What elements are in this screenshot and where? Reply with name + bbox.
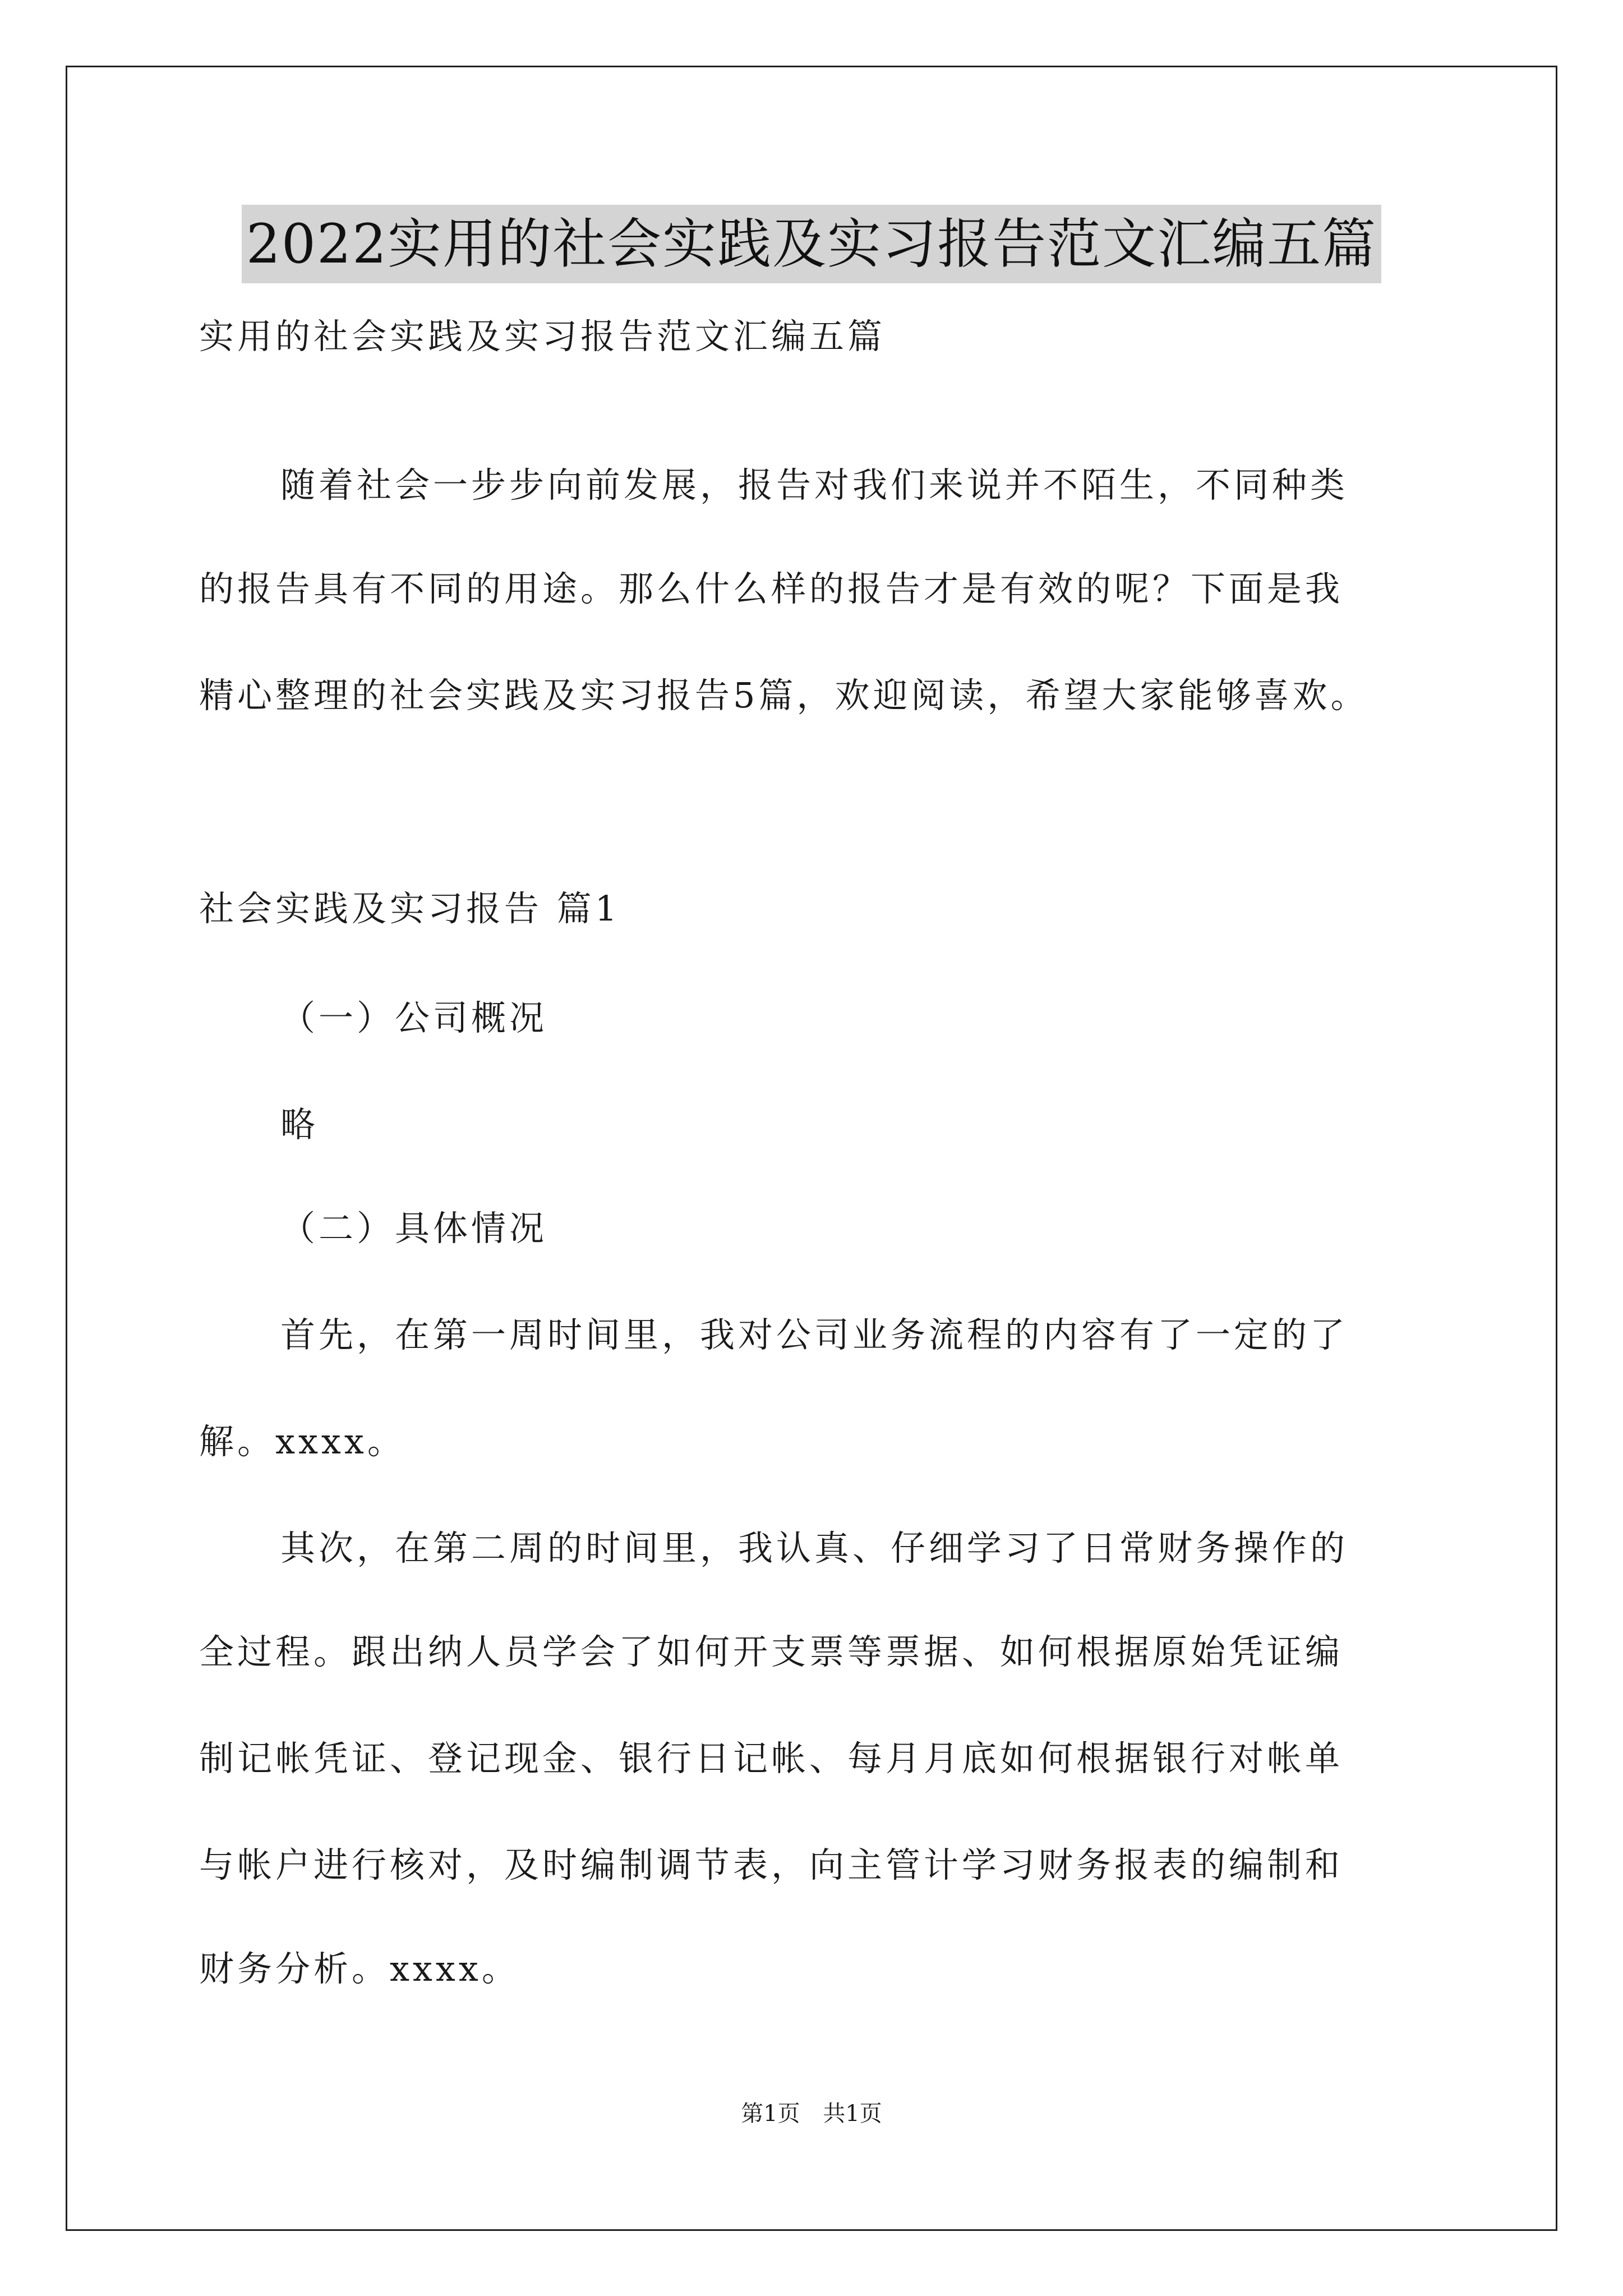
intro-line: 的报告具有不同的用途。那么什么样的报告才是有效的呢？下面是我 — [199, 568, 1344, 609]
page-border — [66, 66, 1557, 2231]
section-heading: 社会实践及实习报告 篇1 — [199, 888, 621, 929]
intro-line: 精心整理的社会实践及实习报告5篇，欢迎阅读，希望大家能够喜欢。 — [199, 675, 1369, 716]
document-subtitle: 实用的社会实践及实习报告范文汇编五篇 — [199, 316, 886, 357]
title-container — [0, 205, 1623, 283]
intro-line: 随着社会一步步向前发展，报告对我们来说并不陌生，不同种类 — [280, 464, 1349, 505]
page-footer — [0, 2098, 1623, 2129]
document-title: 2022实用的社会实践及实习报告范文汇编五篇 — [242, 205, 1381, 283]
paragraph-line: 与帐户进行核对，及时编制调节表，向主管计学习财务报表的编制和 — [199, 1844, 1344, 1885]
paragraph-line: 财务分析。xxxx。 — [199, 1948, 520, 1989]
paragraph-line: 解。xxxx。 — [199, 1421, 405, 1462]
paragraph-line: 全过程。跟出纳人员学会了如何开支票等票据、如何根据原始凭证编 — [199, 1631, 1344, 1672]
paragraph-line: 制记帐凭证、登记现金、银行日记帐、每月月底如何根据银行对帐单 — [199, 1738, 1344, 1779]
subsection-body: 略 — [280, 1104, 319, 1145]
paragraph-line: 首先，在第一周时间里，我对公司业务流程的内容有了一定的了 — [280, 1314, 1349, 1355]
page-total: 共1页 — [823, 2101, 882, 2127]
paragraph-line: 其次，在第二周的时间里，我认真、仔细学习了日常财务操作的 — [280, 1527, 1349, 1568]
page-number: 第1页 — [741, 2101, 800, 2127]
subsection-heading: （一）公司概况 — [280, 997, 548, 1038]
subsection-heading: （二）具体情况 — [280, 1208, 548, 1249]
